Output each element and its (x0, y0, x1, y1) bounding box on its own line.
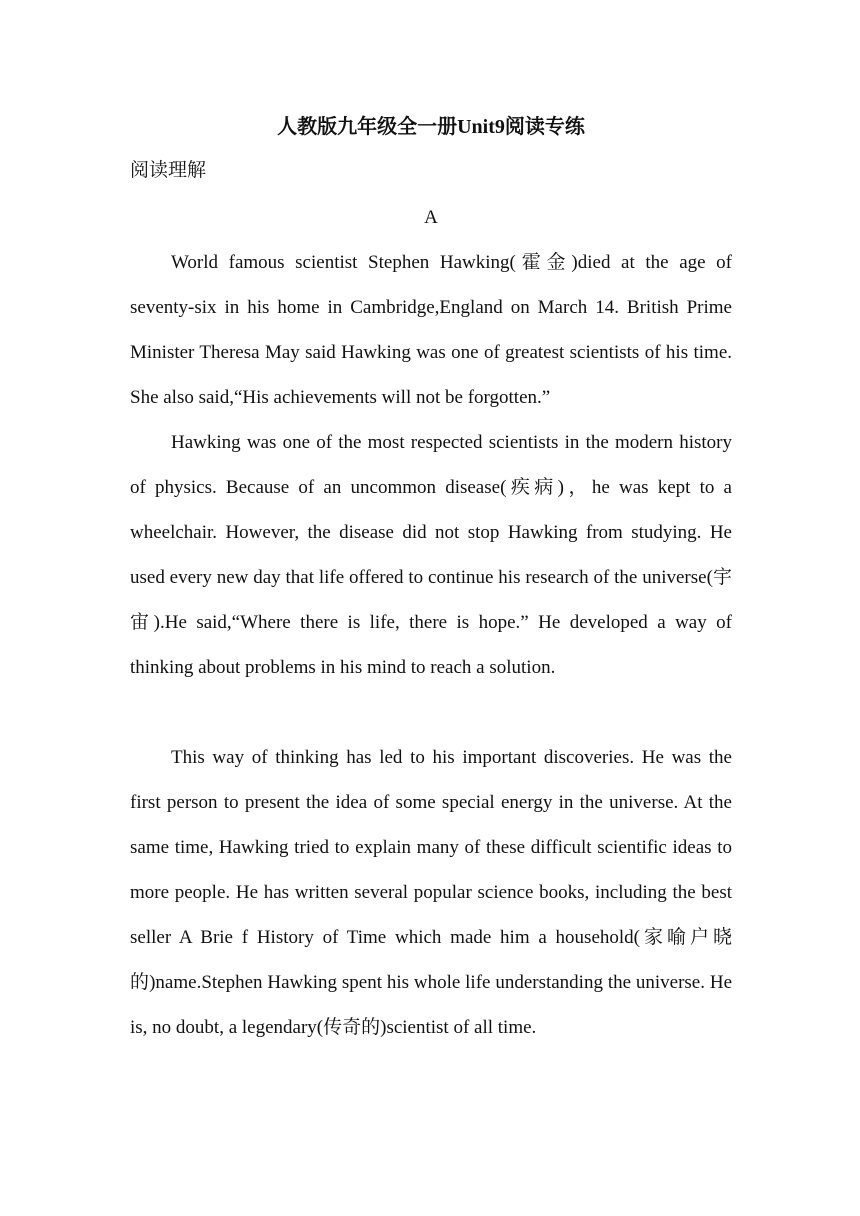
paragraph-2: Hawking was one of the most respected scientists in the modern history of physics. Because of an uncommon disease(疾病)，he was kept to a wheelchair. However, the disease did not stop Hawking from studying. He used every new day that life offered to continue his research of the universe(宇宙).He said,“Where there is life, there is hope.” He developed a way of thinking about problems in his mind to reach a solution. (130, 432, 732, 678)
section-heading: 阅读理解 (130, 160, 207, 181)
document-title: 人教版九年级全一册Unit9阅读专练 (277, 116, 585, 138)
passage-label: A (424, 207, 438, 228)
paragraph-3: This way of thinking has led to his important discoveries. He was the first person to present the idea of some special energy in the universe. At the same time, Hawking tried to explain many of these difficult scientific ideas to more people. He has written several popular science books, including the best seller A Brie f History of Time which made him a household(家喻户晓的)name.Stephen Hawking spent his whole life understanding the universe. He is, no doubt, a legendary(传奇的)scientist of all time. (130, 747, 732, 1038)
paragraph-1: World famous scientist Stephen Hawking(霍金)died at the age of seventy-six in his home in Cambridge,England on March 14. British Prime Minister Theresa May said Hawking was one of greatest scientists of his time. She also said,“His achievements will not be forgotten.” (130, 252, 732, 408)
